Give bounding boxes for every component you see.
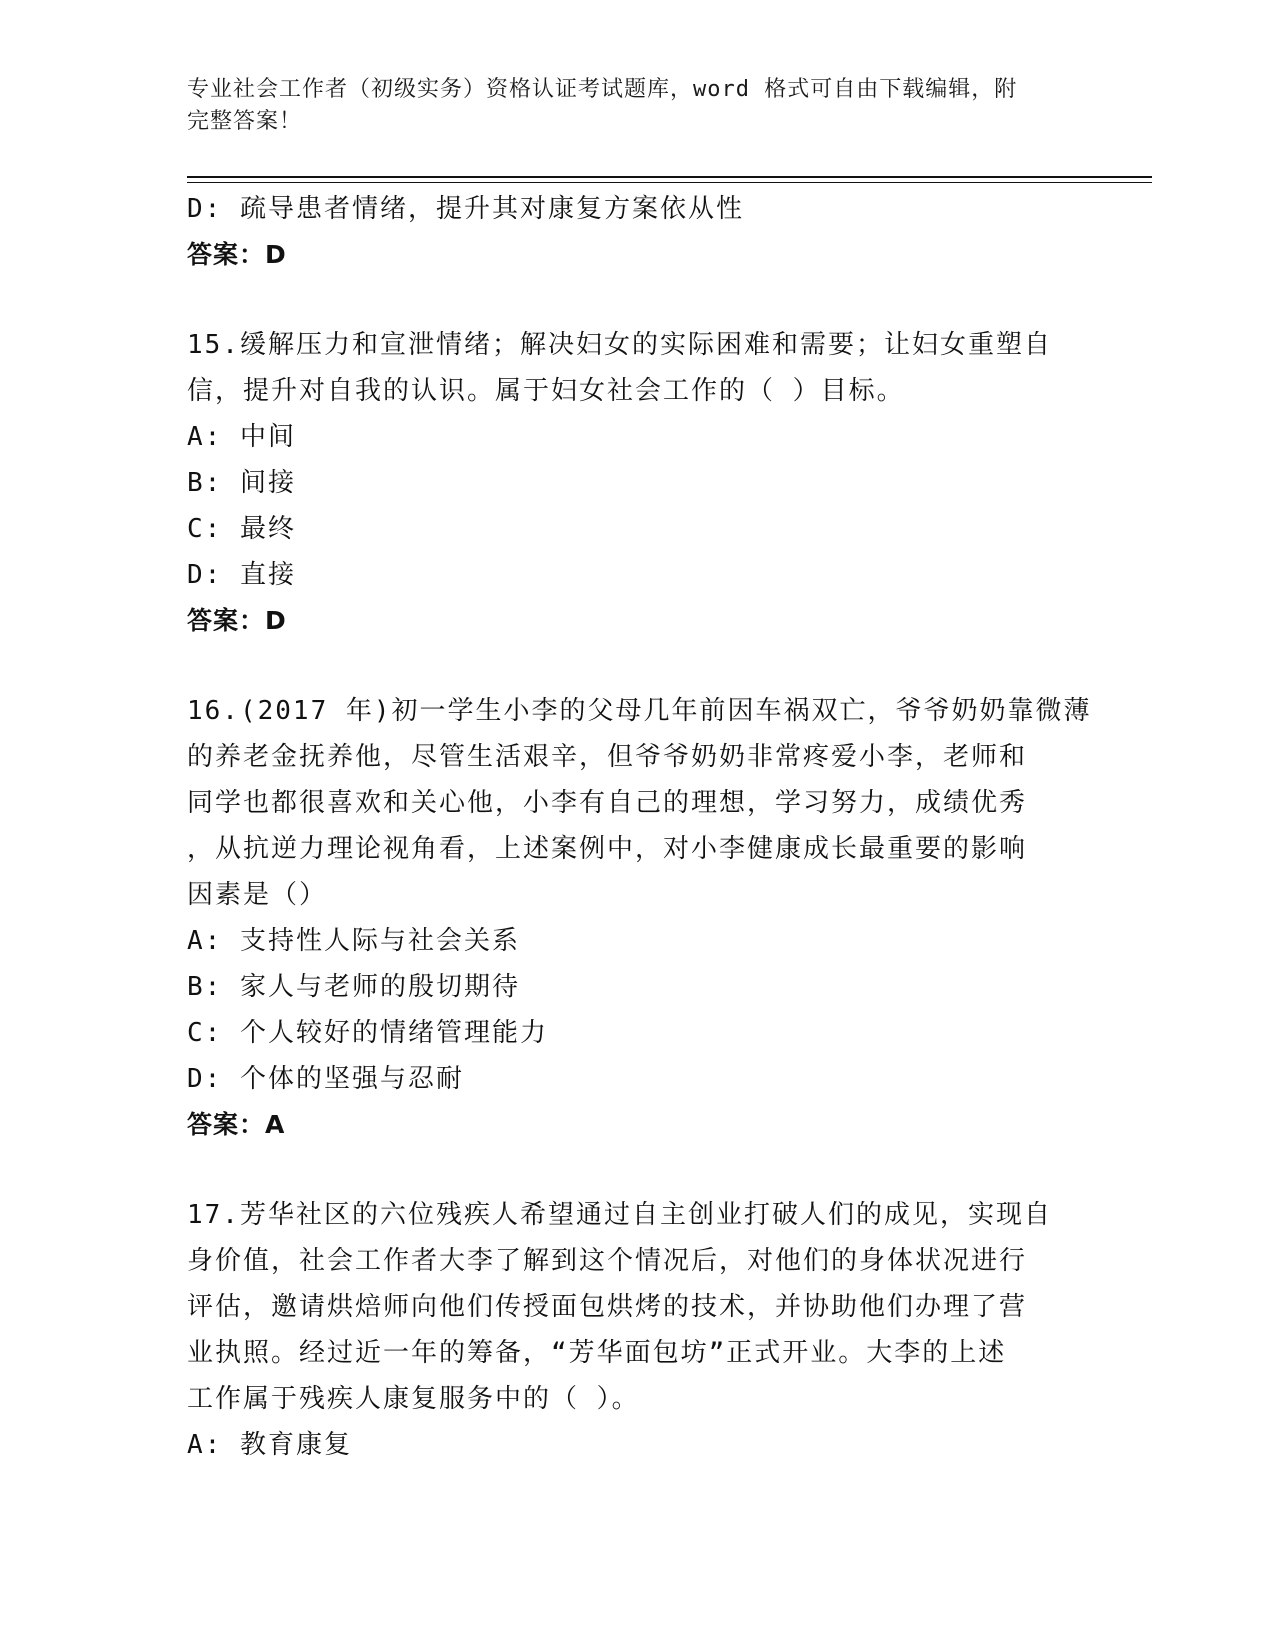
question-16-stem-line: 同学也都很喜欢和关心他，小李有自己的理想，学习努力，成绩优秀 — [187, 788, 1028, 818]
question-17-option-a: A: 教育康复 — [187, 1430, 352, 1460]
header-divider — [187, 176, 1152, 183]
question-15-option-c: C: 最终 — [187, 514, 296, 544]
question-16-answer: 答案：A — [187, 1110, 286, 1139]
question-16-stem-line: ，从抗逆力理论视角看，上述案例中，对小李健康成长最重要的影响 — [187, 834, 1028, 864]
question-17-stem-line: 评估，邀请烘焙师向他们传授面包烘烤的技术，并协助他们办理了营 — [187, 1292, 1028, 1322]
question-15-option-d: D: 直接 — [187, 560, 296, 590]
header-line-1: 专业社会工作者（初级实务）资格认证考试题库，word 格式可自由下载编辑，附 — [187, 77, 1018, 102]
question-16-option-d: D: 个体的坚强与忍耐 — [187, 1064, 464, 1094]
question-16-option-b: B: 家人与老师的殷切期待 — [187, 972, 520, 1002]
question-15-answer: 答案：D — [187, 606, 287, 635]
question-14-option-d: D: 疏导患者情绪，提升其对康复方案依从性 — [187, 194, 744, 224]
question-17-stem-line: 工作属于残疾人康复服务中的（ ）。 — [187, 1384, 640, 1414]
question-14-tail — [187, 186, 1087, 278]
question-17-stem-line: 身价值，社会工作者大李了解到这个情况后，对他们的身体状况进行 — [187, 1246, 1028, 1276]
question-15 — [187, 322, 1087, 644]
question-16-stem-line: 的养老金抚养他，尽管生活艰辛，但爷爷奶奶非常疼爱小李，老师和 — [187, 742, 1028, 772]
question-16-stem-line: 因素是（） — [187, 880, 328, 910]
question-16-stem-line: 16.(2017 年)初一学生小李的父母几年前因车祸双亡，爷爷奶奶靠微薄 — [187, 696, 1092, 726]
question-15-stem-line: 信，提升对自我的认识。属于妇女社会工作的（ ）目标。 — [187, 376, 905, 406]
header-line-2: 完整答案！ — [187, 109, 303, 134]
question-17-stem-line: 17.芳华社区的六位残疾人希望通过自主创业打破人们的成见，实现自 — [187, 1200, 1052, 1230]
question-17-stem-line: 业执照。经过近一年的筹备，“芳华面包坊”正式开业。大李的上述 — [187, 1338, 1007, 1368]
question-14-answer: 答案：D — [187, 240, 287, 269]
question-16-option-c: C: 个人较好的情绪管理能力 — [187, 1018, 548, 1048]
question-content — [187, 186, 1092, 1468]
question-15-option-b: B: 间接 — [187, 468, 296, 498]
question-16 — [187, 688, 1092, 1148]
question-15-option-a: A: 中间 — [187, 422, 296, 452]
question-15-stem-line: 15.缓解压力和宣泄情绪；解决妇女的实际困难和需要；让妇女重塑自 — [187, 330, 1052, 360]
question-16-option-a: A: 支持性人际与社会关系 — [187, 926, 520, 956]
question-17 — [187, 1192, 1087, 1468]
page-header — [187, 74, 1067, 138]
